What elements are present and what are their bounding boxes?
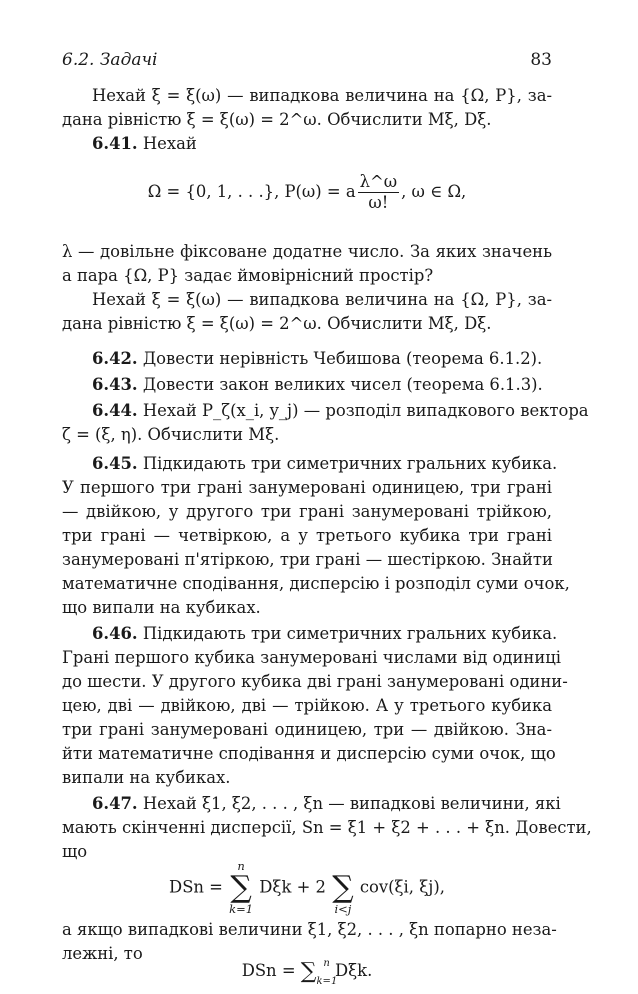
text-line: Нехай ξ = ξ(ω) — випадкова величина на {Ω, P}, за-: [92, 290, 552, 309]
text-line: три грані занумеровані одиницею, три — двійкою. Зна-: [62, 720, 552, 739]
sum-upper-limit: n: [237, 859, 245, 873]
fraction-denominator: ω!: [368, 193, 389, 212]
problem-text: Довести нерівність Чебишова (теорема 6.1.2).: [142, 349, 543, 368]
text-line: занумеровані п'ятіркою, три грані — шестіркою. Знайти: [62, 550, 553, 569]
text-line: — двійкою, у другого три грані занумеровані трійкою,: [62, 502, 552, 521]
text-line: Нехай ξ = ξ(ω) — випадкова величина на {Ω, P}, за-: [92, 86, 552, 105]
text-line: три грані — четвіркою, а у третього кубика три грані: [62, 526, 552, 545]
text-line: ζ = (ξ, η). Обчислити Mξ.: [62, 425, 280, 444]
sigma-glyph: ∑: [230, 870, 252, 905]
problem-number: 6.47.: [92, 794, 138, 813]
page-number: 83: [530, 50, 552, 70]
text-line: що випали на кубиках.: [62, 598, 261, 617]
problem-6-45: [92, 452, 558, 476]
equation-part: Ω = {0, 1, . . .}, P(ω) = a: [147, 182, 356, 201]
problem-text: Нехай: [142, 134, 197, 153]
text-line: а якщо випадкові величини ξ1, ξ2, . . . , ξn попарно неза-: [62, 920, 557, 939]
problem-6-43: [92, 373, 552, 397]
sum-lower-limit: i<j: [334, 902, 352, 916]
text-line: дана рівністю ξ = ξ(ω) = 2^ω. Обчислити Mξ, Dξ.: [62, 314, 492, 333]
text-line: мають скінченні дисперсії, Sn = ξ1 + ξ2 + . . . + ξn. Довести,: [62, 818, 592, 837]
fraction: [358, 172, 400, 213]
text-line: дана рівністю ξ = ξ(ω) = 2^ω. Обчислити Mξ, Dξ.: [62, 110, 492, 129]
equation-part: Dξk.: [334, 961, 373, 980]
problem-text: Довести закон великих чисел (теорема 6.1.3).: [142, 375, 543, 394]
sum-symbol: [229, 860, 253, 916]
problem-6-47: [92, 792, 561, 816]
sum-upper-limit: n: [323, 958, 330, 969]
text-line: до шести. У другого кубика дві грані занумеровані одини-: [62, 672, 568, 691]
equation-6-41: [62, 172, 552, 213]
problem-number: 6.41.: [92, 134, 138, 153]
text-line: Грані першого кубика занумеровані числами від одиниці: [62, 648, 562, 667]
equation-variance-independent-visible: [62, 952, 552, 987]
equation-part: DSn =: [241, 961, 296, 980]
text-line: випали на кубиках.: [62, 768, 231, 787]
sum-lower-limit: k=1: [229, 902, 254, 916]
equation-part: Dξk + 2: [259, 877, 326, 897]
text-line: лежні, то: [62, 944, 143, 963]
text-line: a пара {Ω, P} задає ймовірнісний простір?: [62, 266, 434, 285]
section-header: 6.2. Задачі: [62, 50, 158, 70]
problem-number: 6.46.: [92, 624, 138, 643]
problem-6-44: [92, 399, 589, 423]
equation-variance-sum: [62, 860, 552, 916]
problem-number: 6.43.: [92, 375, 138, 394]
problem-6-42: [92, 347, 552, 371]
text-line: що: [62, 842, 88, 861]
equation-part: cov(ξi, ξj),: [359, 877, 445, 897]
sigma-glyph: ∑: [300, 959, 317, 984]
problem-text: Нехай P_ζ(x_i, y_j) — розподіл випадкового вектора: [142, 401, 589, 420]
problem-number: 6.42.: [92, 349, 138, 368]
sigma-glyph: ∑: [332, 870, 354, 905]
text-line: цею, дві — двійкою, дві — трійкою. А у третього кубика: [62, 696, 552, 715]
equation-part: , ω ∈ Ω,: [401, 182, 467, 201]
text-line: У першого три грані занумеровані одиницею, три грані: [62, 478, 552, 497]
text-line: λ — довільне фіксоване додатне число. За яких значень: [62, 242, 552, 261]
sum-lower-limit: k=1: [316, 976, 338, 987]
sum-symbol: [332, 860, 353, 916]
equation-part: DSn =: [169, 877, 223, 897]
fraction-numerator: λ^ω: [359, 172, 398, 191]
problem-number: 6.44.: [92, 401, 138, 420]
problem-number: 6.45.: [92, 454, 138, 473]
problem-text: Підкидають три симетричних гральних кубика.: [142, 454, 558, 473]
problem-6-46: [92, 622, 558, 646]
text-line: математичне сподівання, дисперсію і розподіл суми очок,: [62, 574, 570, 593]
problem-6-41: [92, 132, 552, 156]
text-line: йти математичне сподівання и дисперсію суми очок, що: [62, 744, 556, 763]
problem-text: Нехай ξ1, ξ2, . . . , ξn — випадкові величини, які: [142, 794, 561, 813]
problem-text: Підкидають три симетричних гральних кубика.: [142, 624, 558, 643]
